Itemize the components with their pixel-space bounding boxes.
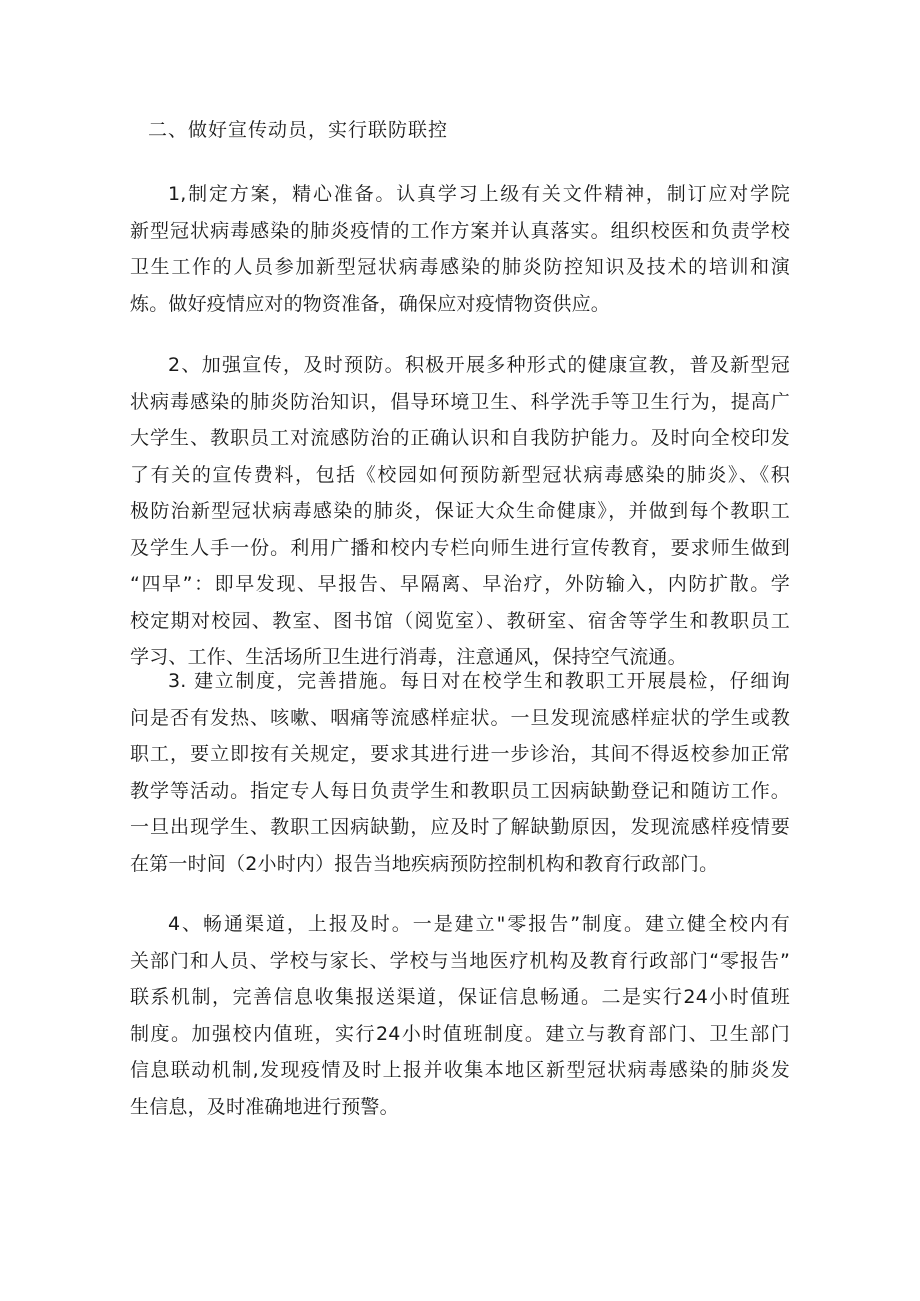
text-line: 生信息，及时准确地进行预警。 xyxy=(130,1095,399,1118)
section-heading: 二、做好宣传动员，实行联防联控 xyxy=(148,119,449,141)
paragraph-publicity xyxy=(130,347,790,676)
paragraph-make-plan xyxy=(130,176,790,322)
text-line: 炼。做好疫情应对的物资准备，确保应对疫情物资供应。 xyxy=(130,292,611,315)
text-line: 4、畅通渠道，上报及时。一是建立"零报告”制度。建立健全校内有 xyxy=(168,913,790,935)
text-line: 2、加强宣传，及时预防。积极开展多种形式的健康宣教，普及新型冠 xyxy=(168,354,790,376)
paragraph-reporting-channels xyxy=(130,906,790,1125)
text-line: 校定期对校园、教室、图书馆（阅览室）、教研室、宿舍等学生和教职员工 xyxy=(130,609,790,632)
text-line: 在第一时间（2小时内）报告当地疾病预防控制机构和教育行政部门。 xyxy=(130,852,719,875)
text-line: 一旦出现学生、教职工因病缺勤，应及时了解缺勤原因，发现流感样疫情要 xyxy=(130,816,790,838)
text-line: 状病毒感染的肺炎防治知识，倡导环境卫生、科学洗手等卫生行为，提高广 xyxy=(130,390,790,413)
text-line: “四早”：即早发现、早报告、早隔离、早治疗，外防输入，内防扩散。学 xyxy=(130,573,790,595)
text-line: 大学生、教职员工对流感防治的正确认识和自我防护能力。及时向全校印发 xyxy=(130,427,790,449)
text-line: 问是否有发热、咳嗽、咽痛等流感样症状。一旦发现流感样症状的学生或教 xyxy=(130,706,790,729)
text-line: 3. 建立制度，完善措施。每日对在校学生和教职工开展晨检，仔细询 xyxy=(168,670,790,692)
text-line: 联系机制，完善信息收集报送渠道，保证信息畅通。二是实行24小时值班 xyxy=(130,986,790,1008)
text-line: 信息联动机制,发现疫情及时上报并收集本地区新型冠状病毒感染的肺炎发 xyxy=(130,1059,790,1081)
text-line: 了有关的宣传费料，包括《校园如何预防新型冠状病毒感染的肺炎》、《积 xyxy=(130,463,790,486)
text-line: 极防治新型冠状病毒感染的肺炎，保证大众生命健康》，并做到每个教职工 xyxy=(130,500,790,522)
text-line: 及学生人手一份。利用广播和校内专栏向师生进行宣传教育，要求师生做到 xyxy=(130,536,790,559)
text-line: 学习、工作、生活场所卫生进行消毒，注意通风，保持空气流通。 xyxy=(130,646,687,668)
paragraph-establish-system xyxy=(130,663,790,882)
text-line: 教学等活动。指定专人每日负责学生和教职员工因病缺勤登记和随访工作。 xyxy=(130,779,790,802)
text-line: 制度。加强校内值班，实行24小时值班制度。建立与教育部门、卫生部门 xyxy=(130,1022,790,1045)
text-line: 卫生工作的人员参加新型冠状病毒感染的肺炎防控知识及技术的培训和演 xyxy=(130,256,790,278)
text-line: 1,制定方案，精心准备。认真学习上级有关文件精神，制订应对学院 xyxy=(168,183,790,205)
text-line: 新型冠状病毒感染的肺炎疫情的工作方案并认真落实。组织校医和负责学校 xyxy=(130,219,790,242)
text-line: 职工，要立即按有关规定，要求其进行进一步诊治，其间不得返校参加正常 xyxy=(130,743,790,765)
text-line: 关部门和人员、学校与家长、学校与当地医疗机构及教育行政部门“零报告” xyxy=(130,949,790,972)
